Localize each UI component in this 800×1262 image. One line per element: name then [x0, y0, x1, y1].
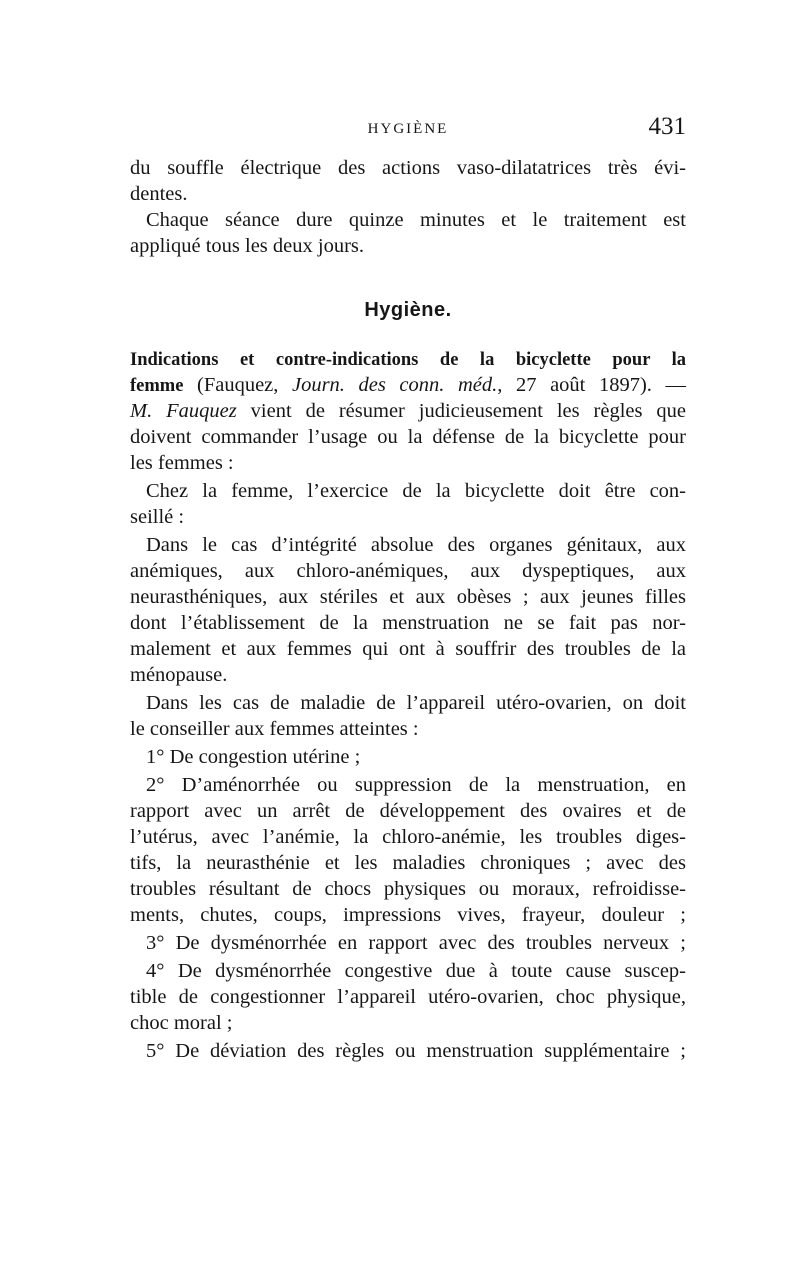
text-line: rapport avec un arrêt de développement des ovaires et de — [130, 800, 686, 822]
citation-date: , 27 août 1897). — — [497, 374, 686, 396]
list-item: 4° De dysménorrhée congestive due à toute cause suscep- — [146, 960, 686, 982]
list-item: 3° De dysménorrhée en rapport avec des troubles nerveux ; — [146, 932, 686, 954]
text-line: appliqué tous les deux jours. — [130, 235, 365, 257]
text-line: choc moral ; — [130, 1012, 233, 1034]
text-line: malement et aux femmes qui ont à souffrir des troubles de la — [130, 638, 686, 660]
text-line: tifs, la neurasthénie et les maladies chroniques ; avec des — [130, 852, 686, 874]
text-line: dont l’établissement de la menstruation ne se fait pas nor- — [130, 612, 686, 634]
text-segment: vient de résumer judicieusement les règles que — [236, 400, 686, 422]
citation-line — [130, 372, 686, 398]
text-line: Chez la femme, l’exercice de la bicyclette doit être con- — [146, 480, 686, 502]
text-line: anémiques, aux chloro-anémiques, aux dyspeptiques, aux — [130, 560, 686, 582]
text-line: du souffle électrique des actions vaso-dilatatrices très évi- — [130, 157, 686, 179]
author-name: M. Fauquez — [130, 400, 237, 422]
citation-open: (Fauquez, — [183, 374, 292, 396]
article-title-line — [130, 346, 686, 372]
list-item: 1° De congestion utérine ; — [146, 746, 361, 768]
text-line: dentes. — [130, 183, 188, 205]
list-item: 5° De déviation des règles ou menstruation supplémentaire ; — [146, 1040, 686, 1062]
text-line: Chaque séance dure quinze minutes et le traitement est — [146, 209, 686, 231]
running-head — [130, 111, 686, 145]
text-line: neurasthéniques, aux stériles et aux obèses ; aux jeunes filles — [130, 586, 686, 608]
journal-name: Journ. des conn. méd. — [291, 374, 498, 396]
running-title: HYGIÈNE — [367, 121, 449, 137]
text-line: Dans les cas de maladie de l’appareil utéro-ovarien, on doit — [146, 692, 686, 714]
section-heading: Hygiène. — [364, 299, 452, 321]
article-title: Indications et contre-indications de la bicyclette pour la — [130, 350, 686, 370]
text-line: ménopause. — [130, 664, 228, 686]
page-number: 431 — [648, 113, 686, 140]
text-line: l’utérus, avec l’anémie, la chloro-anémie, les troubles diges- — [130, 826, 686, 848]
text-line: tible de congestionner l’appareil utéro-ovarien, choc physique, — [130, 986, 686, 1008]
list-item: 2° D’aménorrhée ou suppression de la menstruation, en — [146, 774, 686, 796]
text-line: Dans le cas d’intégrité absolue des organes génitaux, aux — [146, 534, 686, 556]
text-line: seillé : — [130, 506, 185, 528]
text-line: le conseiller aux femmes atteintes : — [130, 718, 419, 740]
text-line: ments, chutes, coups, impressions vives, frayeur, douleur ; — [130, 904, 686, 926]
text-line: doivent commander l’usage ou la défense de la bicyclette pour — [130, 426, 686, 448]
text-line: les femmes : — [130, 452, 234, 474]
article-title-end: femme — [130, 376, 184, 396]
text-line: troubles résultant de chocs physiques ou moraux, refroidisse- — [130, 878, 686, 900]
text-line — [130, 398, 686, 424]
